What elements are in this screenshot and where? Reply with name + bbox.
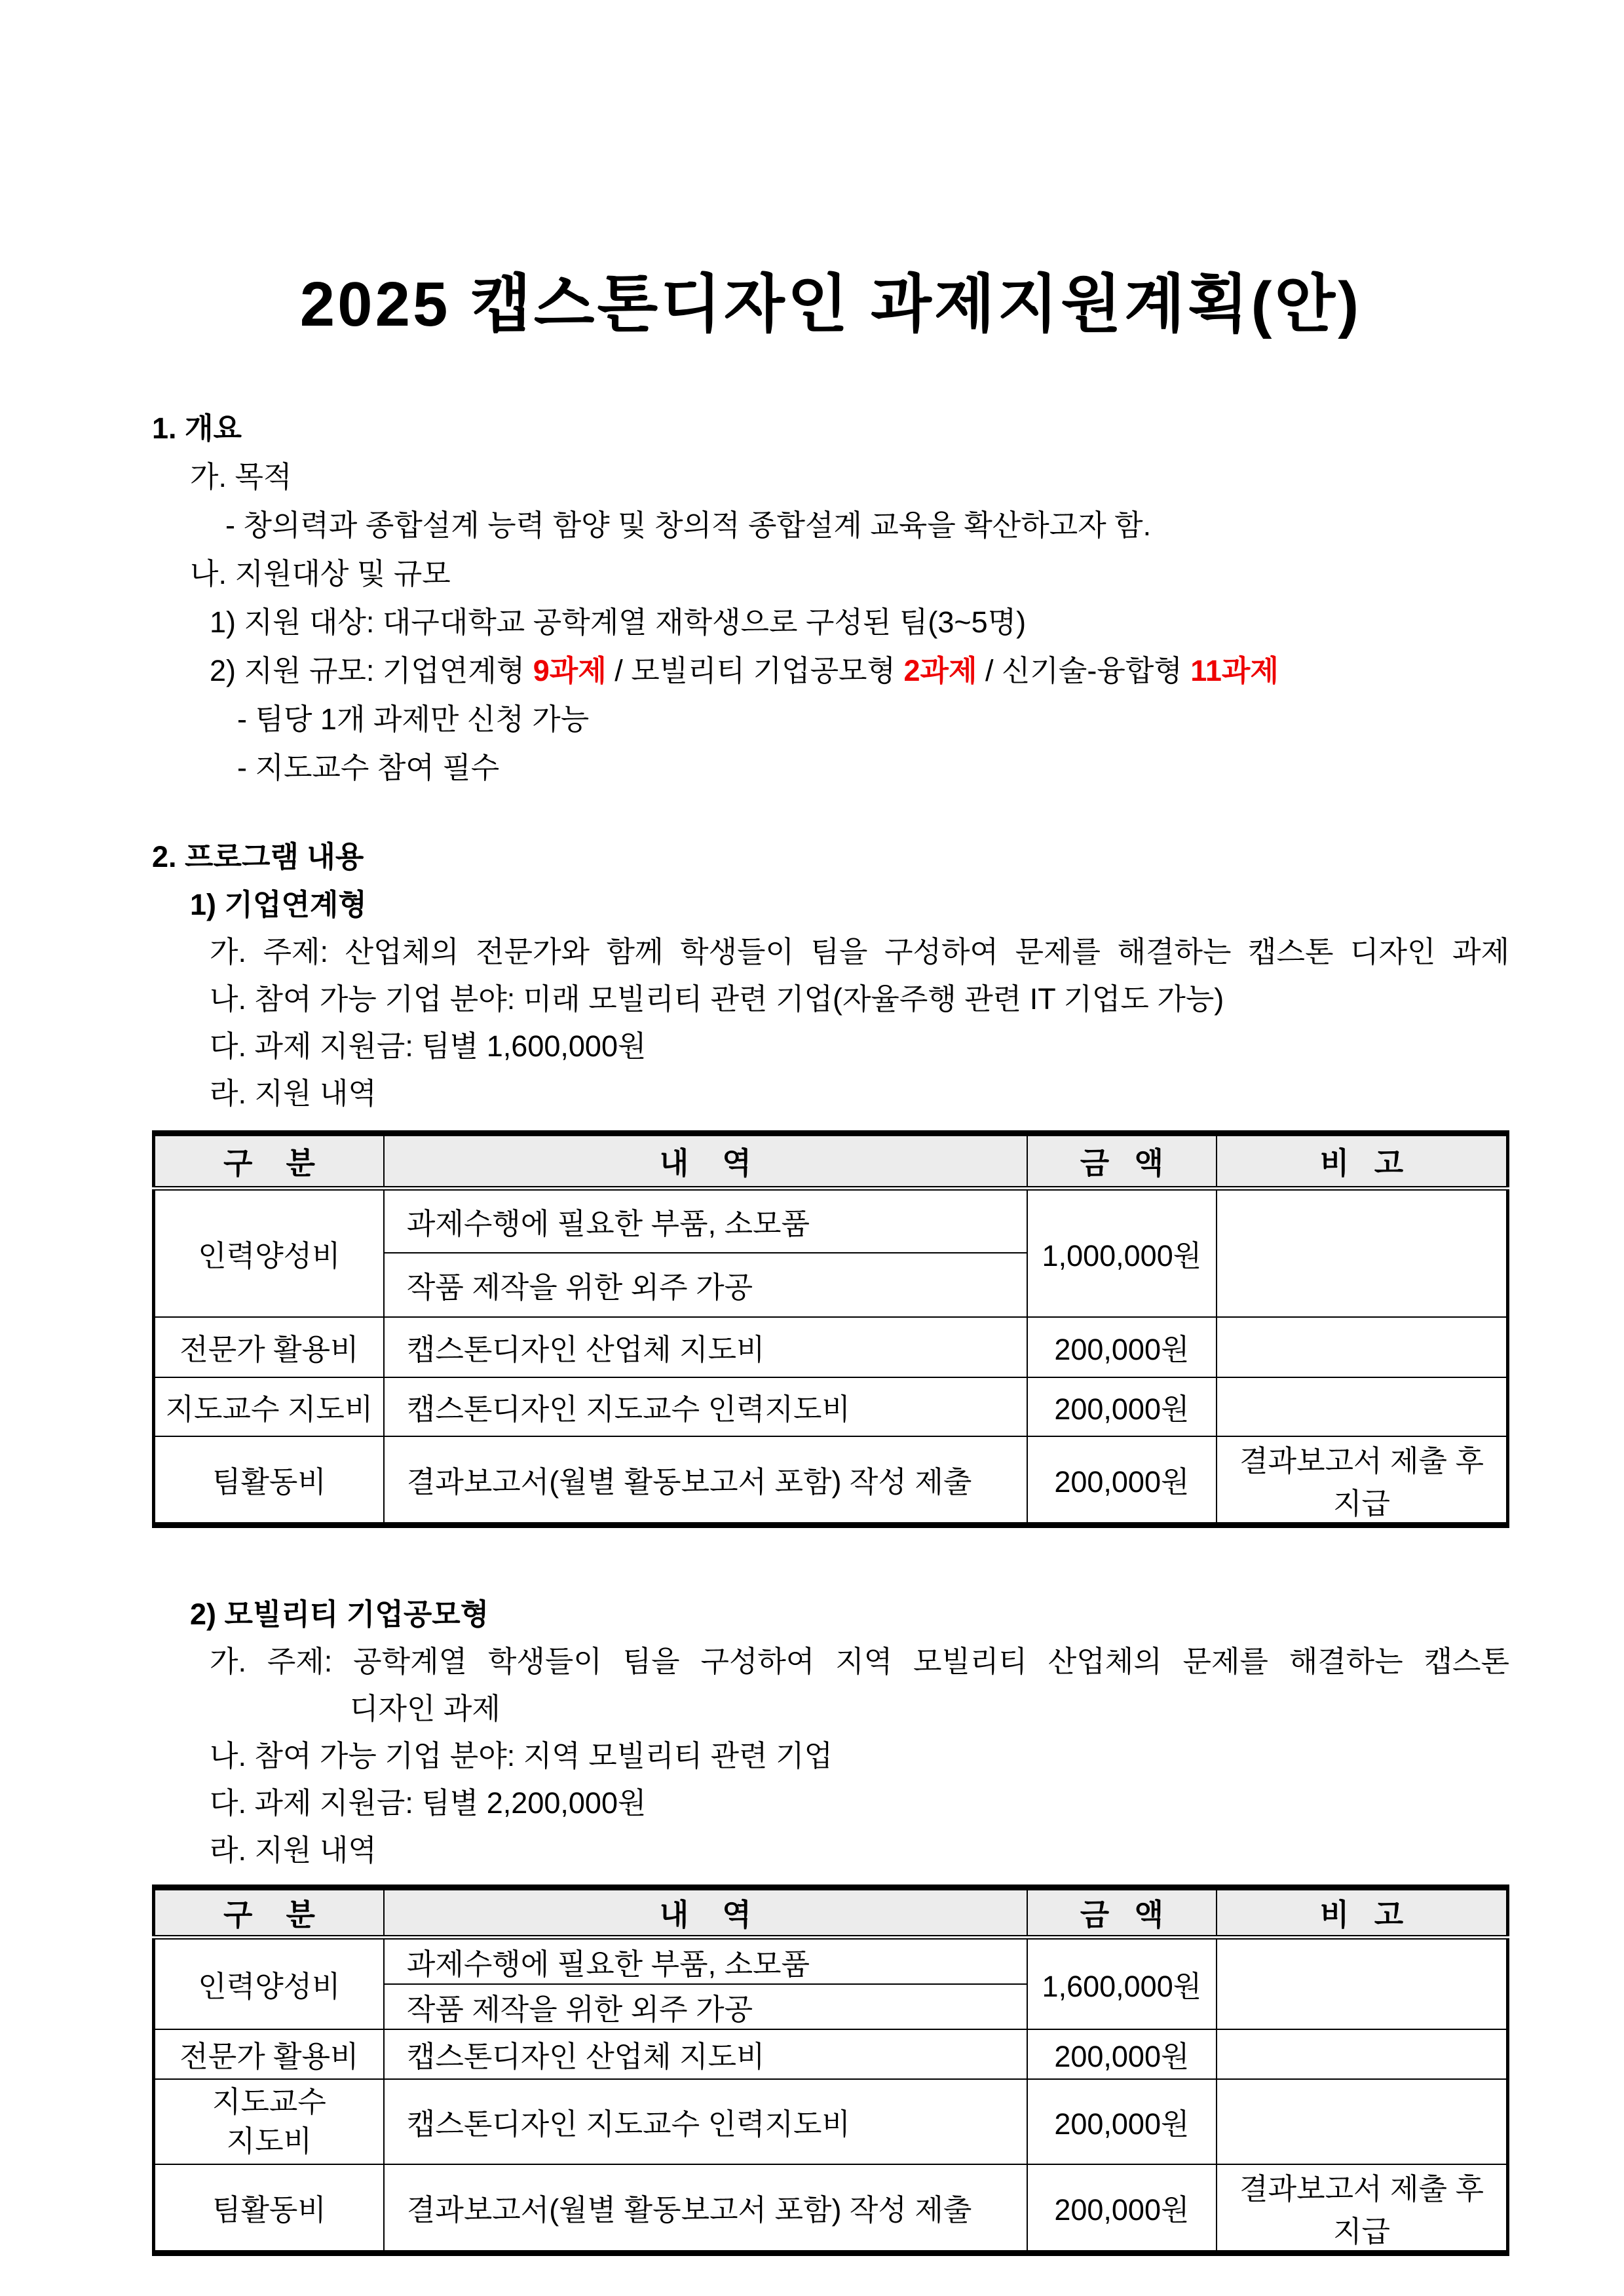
sub1-topic: 가. 주제: 산업체의 전문가와 함께 학생들이 팀을 구성하여 문제를 해결하는 캡스톤 디자인 과제 (210, 935, 1509, 968)
scale-mid1: / 모빌리티 기업공모형 (606, 654, 904, 687)
sub1-detail-label: 라. 지원 내역 (210, 1077, 377, 1110)
table2-header-category: 구 분 (154, 1887, 384, 1937)
scale-line (152, 647, 1509, 695)
table2-row3-detail: 캡스톤디자인 지도교수 인력지도비 (384, 2079, 1027, 2164)
table1-row3-category: 지도교수 지도비 (154, 1377, 384, 1436)
scale-prefix: 2) 지원 규모: 기업연계형 (210, 654, 533, 687)
table2-row4-detail: 결과보고서(월별 활동보고서 포함) 작성 제출 (384, 2164, 1027, 2253)
table1-row4-detail: 결과보고서(월별 활동보고서 포함) 작성 제출 (384, 1436, 1027, 1525)
table-row (154, 2164, 1508, 2253)
table-row (154, 1937, 1508, 1984)
table-row (154, 1436, 1508, 1525)
support-table-mobility (152, 1885, 1509, 2256)
section-overview (152, 404, 1509, 792)
support-table-industry (152, 1130, 1509, 1528)
table1-row2-category: 전문가 활용비 (154, 1317, 384, 1377)
table2-row4-category: 팀활동비 (154, 2164, 384, 2253)
table2-row2-category: 전문가 활용비 (154, 2029, 384, 2079)
table1-row4-note: 결과보고서 제출 후 지급 (1217, 1436, 1507, 1525)
table2-header-row (154, 1887, 1508, 1937)
table2-row2-detail: 캡스톤디자인 산업체 지도비 (384, 2029, 1027, 2079)
target-item: 1) 지원 대상: 대구대학교 공학계열 재학생으로 구성된 팀(3~5명) (210, 605, 1027, 639)
table-row (154, 2079, 1508, 2164)
table2-row3-category (154, 2079, 384, 2164)
table-row (154, 1377, 1508, 1436)
table1-row1b-detail: 작품 제작을 위한 외주 가공 (384, 1253, 1027, 1317)
target-label: 나. 지원대상 및 규모 (190, 557, 451, 590)
table2-row3-note (1217, 2079, 1507, 2164)
sub2-field: 나. 참여 가능 기업 분야: 지역 모빌리티 관련 기업 (210, 1738, 833, 1772)
sub2-topic-line2: 디자인 과제 (350, 1691, 500, 1725)
section-program (152, 833, 1509, 2256)
scale-mid2: / 신기술-융합형 (977, 654, 1191, 687)
sub2-topic-line1: 가. 주제: 공학계열 학생들이 팀을 구성하여 지역 모빌리티 산업체의 문제를 해결하는 캡스톤 (210, 1644, 1509, 1678)
table2-row2-note (1217, 2029, 1507, 2079)
overview-note2: - 지도교수 참여 필수 (237, 751, 500, 784)
table1-row2-detail: 캡스톤디자인 산업체 지도비 (384, 1317, 1027, 1377)
table2-header-note: 비 고 (1217, 1887, 1507, 1937)
purpose-detail: - 창의력과 종합설계 능력 함양 및 창의적 종합설계 교육을 확산하고자 함. (225, 508, 1152, 542)
table2-header-detail: 내 역 (384, 1887, 1027, 1937)
table1-row3-detail: 캡스톤디자인 지도교수 인력지도비 (384, 1377, 1027, 1436)
table1-row2-note (1217, 1317, 1507, 1377)
table2-row4-note: 결과보고서 제출 후 지급 (1217, 2164, 1507, 2253)
table1-header-category: 구 분 (154, 1134, 384, 1189)
table-row (154, 2029, 1508, 2079)
table2-row1a-detail: 과제수행에 필요한 부품, 소모품 (384, 1937, 1027, 1984)
sub1-field: 나. 참여 가능 기업 분야: 미래 모빌리티 관련 기업(자율주행 관련 IT 기업도 가능) (210, 982, 1224, 1016)
table-row (154, 1317, 1508, 1377)
table1-header-note: 비 고 (1217, 1134, 1507, 1189)
table2-header-amount: 금 액 (1027, 1887, 1217, 1937)
table2-row3-amount: 200,000원 (1027, 2079, 1217, 2164)
table2-row2-amount: 200,000원 (1027, 2029, 1217, 2079)
overview-heading: 1. 개요 (152, 411, 242, 445)
purpose-label: 가. 목적 (190, 460, 292, 493)
table2-row1-category: 인력양성비 (154, 1937, 384, 2029)
table1-row3-note (1217, 1377, 1507, 1436)
sub1-heading: 1) 기업연계형 (190, 888, 367, 921)
table-row (154, 1189, 1508, 1253)
overview-note1: - 팀당 1개 과제만 신청 가능 (237, 702, 590, 736)
scale-count-newtech: 11과제 (1190, 654, 1279, 687)
table1-row1-note (1217, 1189, 1507, 1317)
table1-header-amount: 금 액 (1027, 1134, 1217, 1189)
table2-row1-amount: 1,600,000원 (1027, 1937, 1217, 2029)
table1-row4-amount: 200,000원 (1027, 1436, 1217, 1525)
sub1-fund: 다. 과제 지원금: 팀별 1,600,000원 (210, 1029, 647, 1063)
table2-row3-category-line1: 지도교수 (212, 2084, 326, 2118)
scale-count-industry: 9과제 (533, 654, 607, 687)
sub2-heading: 2) 모빌리티 기업공모형 (190, 1597, 489, 1631)
table1-row2-amount: 200,000원 (1027, 1317, 1217, 1377)
table2-row1b-detail: 작품 제작을 위한 외주 가공 (384, 1984, 1027, 2029)
table1-header-row (154, 1134, 1508, 1189)
program-heading: 2. 프로그램 내용 (152, 840, 364, 873)
table1-row3-amount: 200,000원 (1027, 1377, 1217, 1436)
table1-row1-category: 인력양성비 (154, 1189, 384, 1317)
sub2-detail-label: 라. 지원 내역 (210, 1833, 377, 1867)
table2-row3-category-line2: 지도비 (226, 2124, 312, 2158)
table1-row4-category: 팀활동비 (154, 1436, 384, 1525)
table1-row1-amount: 1,000,000원 (1027, 1189, 1217, 1317)
table1-row1a-detail: 과제수행에 필요한 부품, 소모품 (384, 1189, 1027, 1253)
table2-row1-note (1217, 1937, 1507, 2029)
page-title: 2025 캡스톤디자인 과제지원계획(안) (299, 269, 1362, 339)
sub2-fund: 다. 과제 지원금: 팀별 2,200,000원 (210, 1786, 647, 1820)
scale-count-mobility: 2과제 (903, 654, 977, 687)
table2-row4-amount: 200,000원 (1027, 2164, 1217, 2253)
table1-header-detail: 내 역 (384, 1134, 1027, 1189)
